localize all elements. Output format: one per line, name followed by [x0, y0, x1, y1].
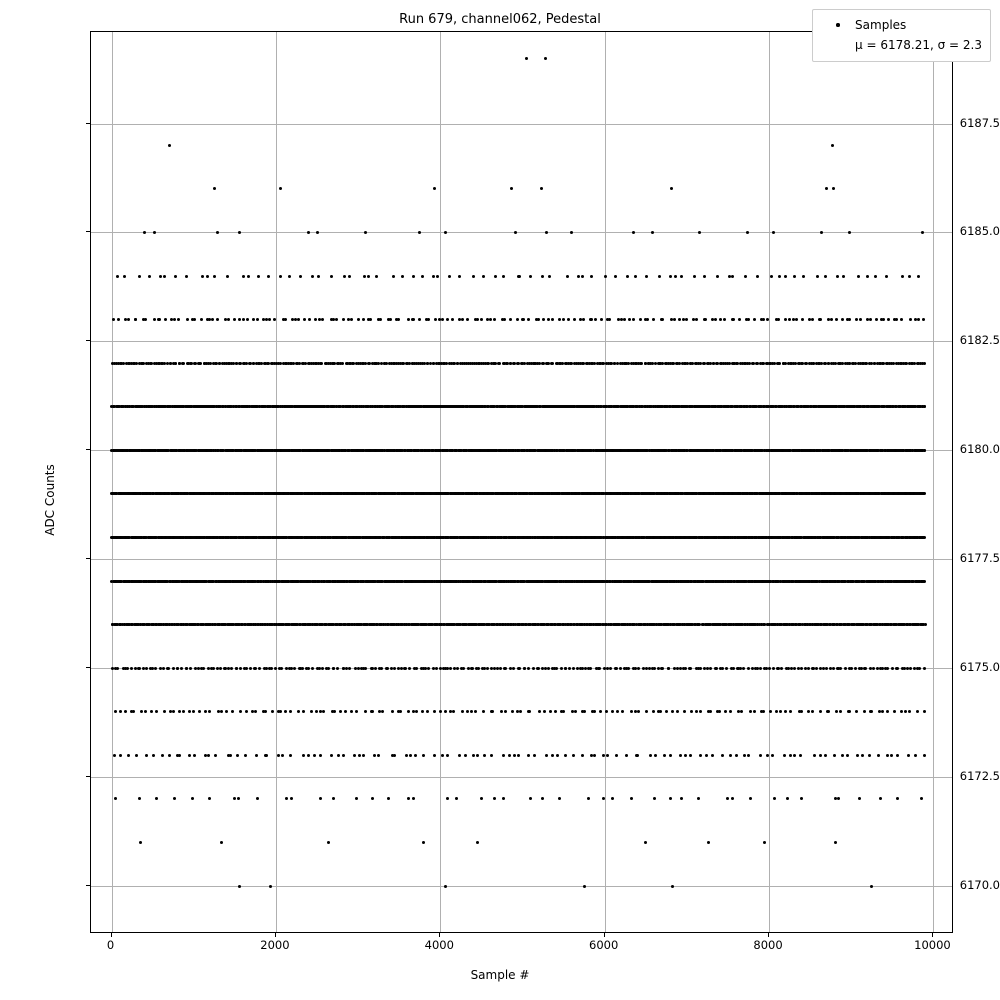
gridline-horizontal: [91, 777, 952, 778]
x-tick-mark: [932, 933, 933, 937]
y-tick-label: 6187.5: [959, 115, 1000, 130]
y-tick-mark: [86, 231, 90, 232]
y-tick-mark: [86, 558, 90, 559]
gridline-horizontal: [91, 559, 952, 560]
y-tick-label: 6182.5: [959, 333, 1000, 348]
gridline-vertical: [112, 32, 113, 932]
gridline-horizontal: [91, 341, 952, 342]
x-tick-label: 8000: [753, 938, 783, 952]
plot-area: [90, 31, 953, 933]
x-tick-label: 0: [106, 938, 115, 952]
legend-entry-stats: [821, 35, 982, 55]
x-tick-mark: [275, 933, 276, 937]
y-tick-label: 6177.5: [959, 551, 1000, 566]
gridline-horizontal: [91, 124, 952, 125]
legend-label-stats: μ = 6178.21, σ = 2.3: [855, 38, 982, 52]
y-tick-label: 6180.0: [959, 442, 1000, 457]
x-tick-mark: [111, 933, 112, 937]
gridline-vertical: [933, 32, 934, 932]
y-tick-mark: [86, 449, 90, 450]
x-tick-label: 6000: [589, 938, 619, 952]
x-tick-mark: [439, 933, 440, 937]
gridline-horizontal: [91, 886, 952, 887]
y-tick-mark: [86, 667, 90, 668]
chart-title: Run 679, channel062, Pedestal: [399, 12, 601, 27]
legend-entry-samples: [821, 15, 982, 35]
y-tick-mark: [86, 123, 90, 124]
y-tick-mark: [86, 885, 90, 886]
x-tick-mark: [604, 933, 605, 937]
x-axis-label: Sample #: [470, 968, 530, 982]
x-tick-label: 4000: [424, 938, 454, 952]
gridline-vertical: [276, 32, 277, 932]
y-tick-mark: [86, 340, 90, 341]
legend[interactable]: [812, 9, 991, 62]
gridline-vertical: [769, 32, 770, 932]
x-tick-label: 10000: [914, 938, 951, 952]
y-tick-label: 6170.0: [959, 878, 1000, 893]
y-tick-label: 6175.0: [959, 660, 1000, 675]
legend-dot-icon: [821, 23, 855, 27]
x-tick-label: 2000: [260, 938, 290, 952]
x-tick-mark: [768, 933, 769, 937]
y-tick-label: 6185.0: [959, 224, 1000, 239]
y-tick-label: 6172.5: [959, 769, 1000, 784]
legend-label-samples: Samples: [855, 18, 907, 32]
y-axis-label: ADC Counts: [42, 464, 57, 536]
y-tick-mark: [86, 776, 90, 777]
gridline-vertical: [440, 32, 441, 932]
